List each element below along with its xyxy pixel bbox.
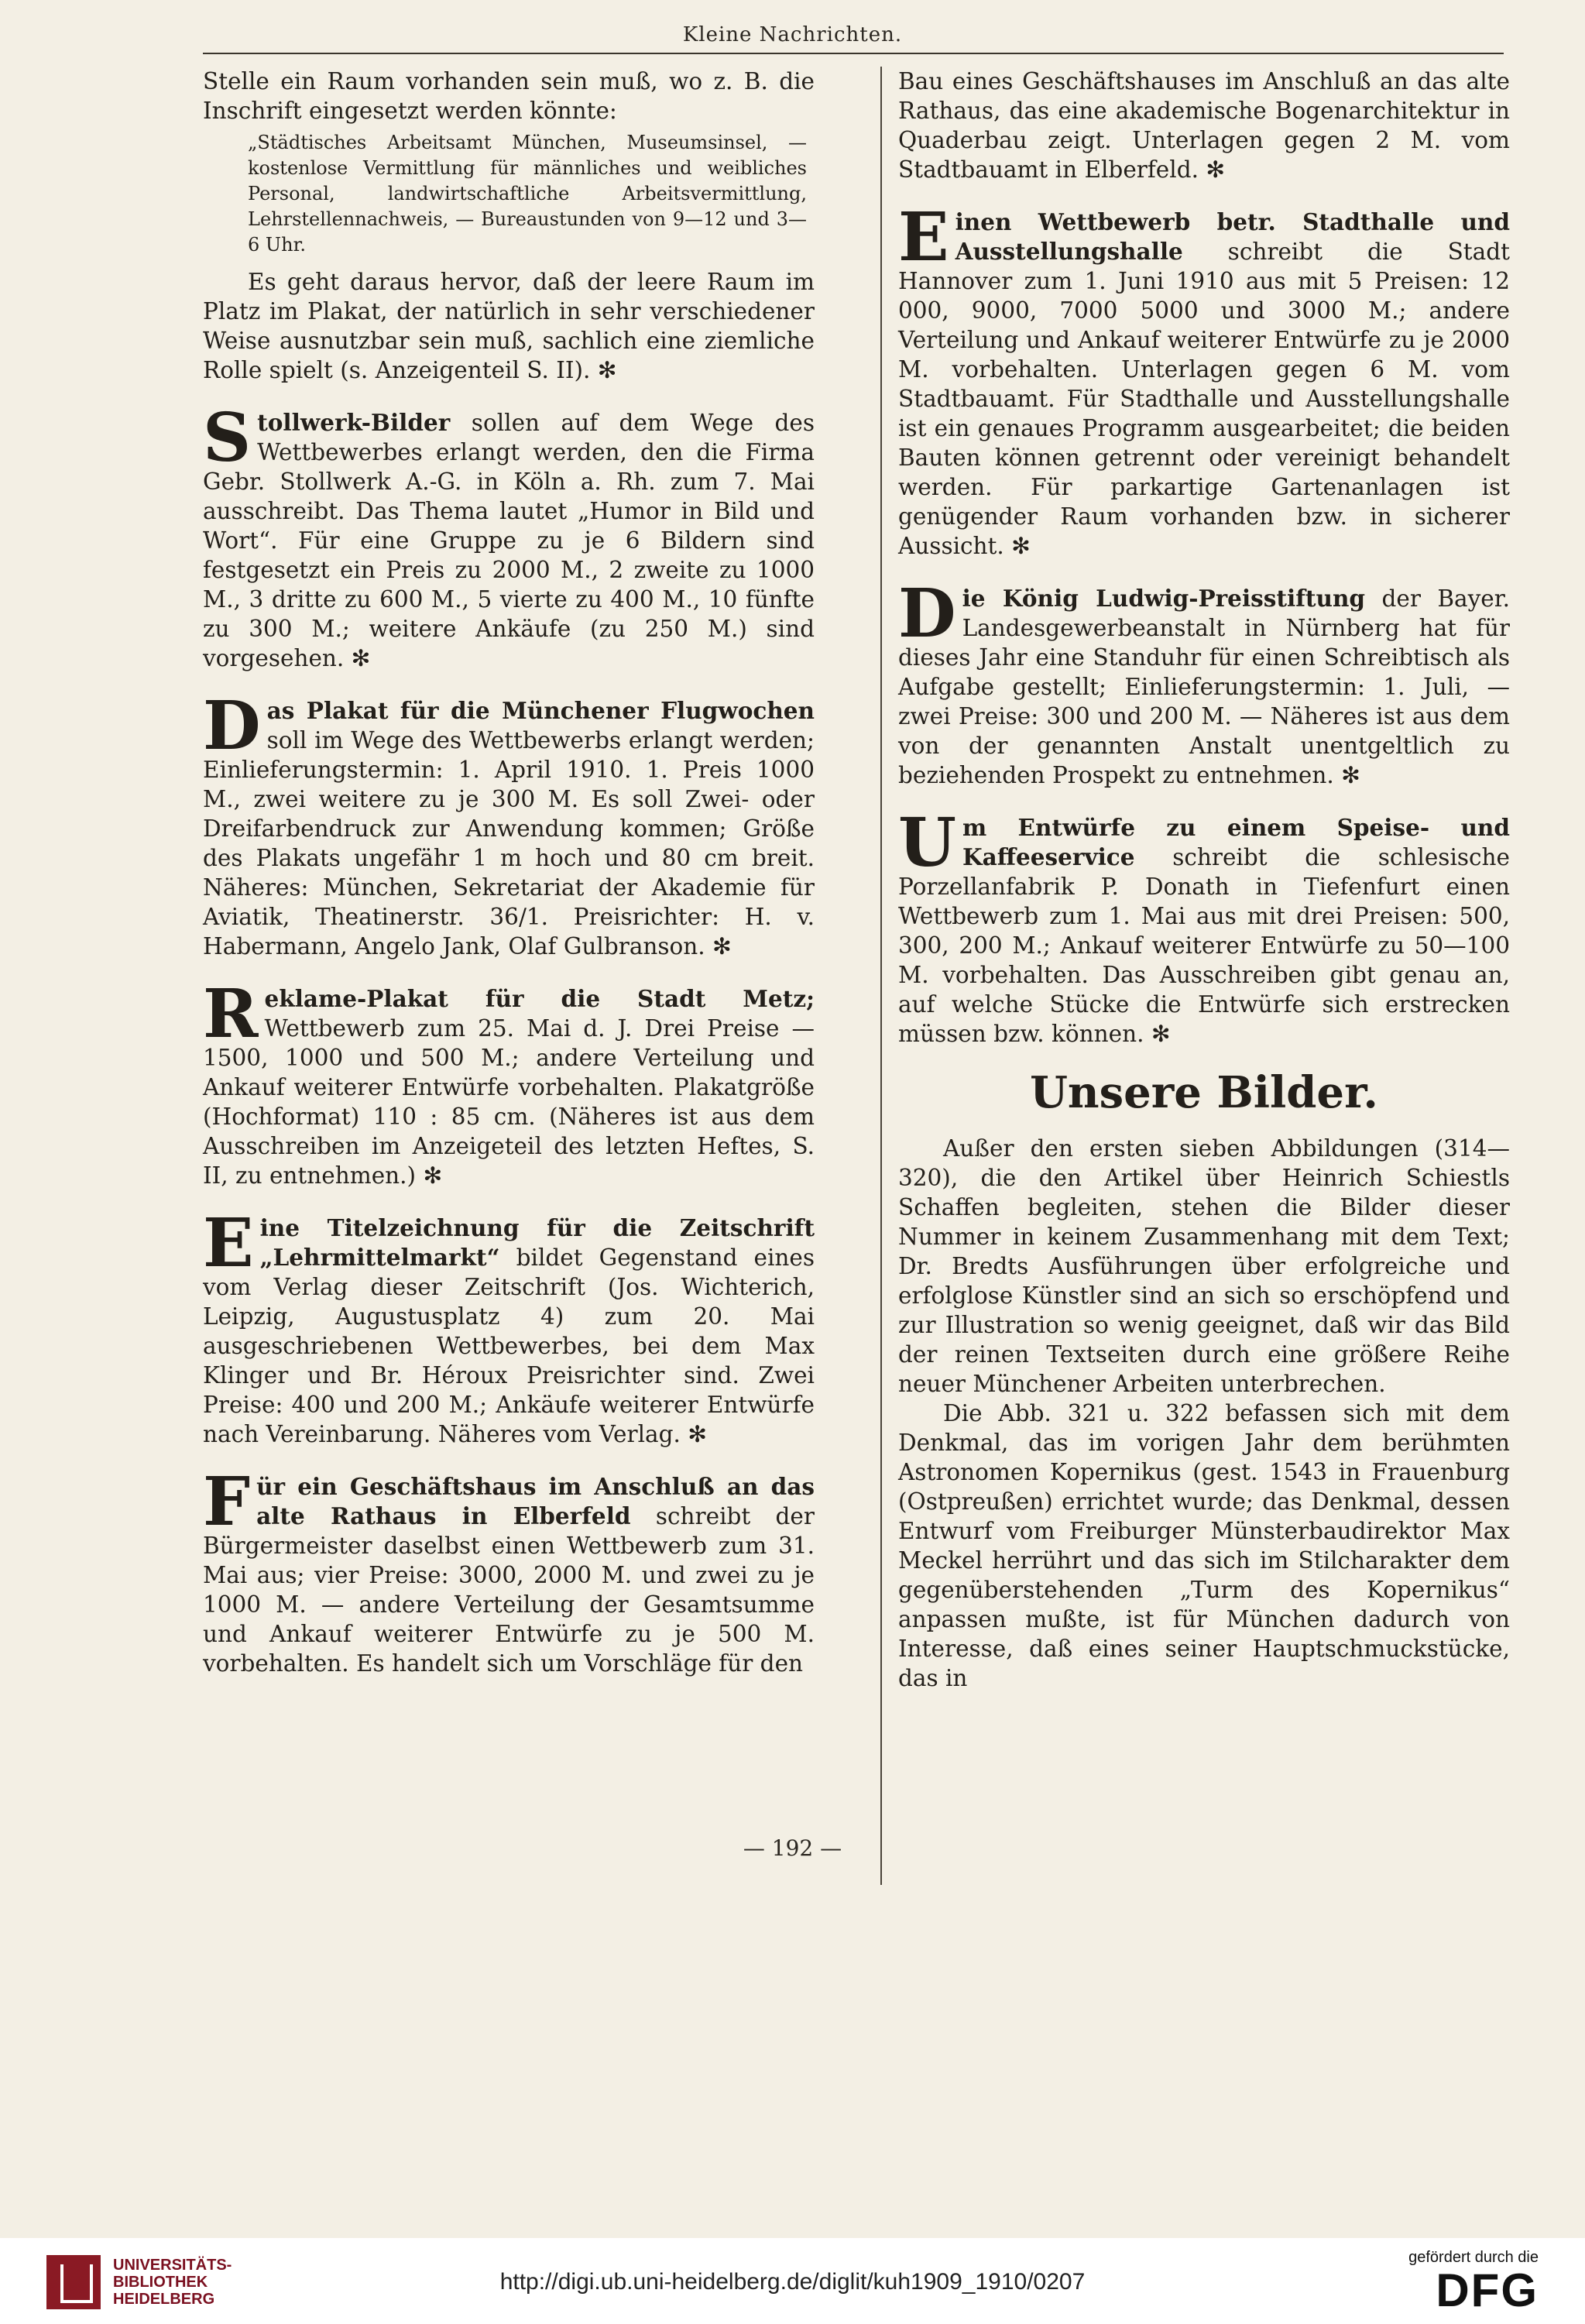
running-head: Kleine Nachrichten. <box>682 23 903 46</box>
notice-ludwig <box>898 575 1510 790</box>
page-number: — 192 — <box>743 1835 842 1861</box>
elberfeld-continuation: Bau eines Geschäftshauses im Anschluß an das alte Rathaus, das eine akademische Bogenarchitektur in Quaderbau zeigt. Unterlagen gegen 2 M. vom Stadtbauamt in Elberfeld. ✻ <box>898 68 1510 183</box>
quoted-inscription: „Städtisches Arbeitsamt München, Museumsinsel, — kostenlose Vermittlung für männliches und weibliches Personal, landwirtschaftliche Arbeitsvermittlung, Lehrstellennachweis, — Bureaustunden von 9—12 und 3—6 Uhr. <box>248 132 807 256</box>
right-column <box>898 67 1510 1693</box>
footer-url-link[interactable]: http://digi.ub.uni-heidelberg.de/diglit/kuh1909_1910/0207 <box>499 2269 1086 2295</box>
notice-elberfeld-body: schreibt der Bürgermeister daselbst einen Wettbewerb zum 31. Mai aus; vier Preise: 3000, 2000 M. und zwei zu je 1000 M. — andere Verteilung der Gesamtsumme und Ankauf weiterer Entwürfe zu je 500 M. vorbehalten. Es handelt sich um Vorschläge für den <box>203 1503 815 1677</box>
footer <box>0 2238 1585 2324</box>
intro-paragraph: Stelle ein Raum vorhanden sein muß, wo z. B. die Inschrift eingesetzt werden könnte: <box>203 68 815 124</box>
notice-lehrmittelmarkt <box>203 1204 815 1449</box>
notice-flugwochen-body: soll im Wege des Wettbewerbs erlangt werden; Einlieferungstermin: 1. April 1910. 1. Preis 1000 M., zwei weitere zu je 300 M. Es soll Zwei- oder Dreifarbendruck zur Anwendung kommen; Größe des Plakats ungefähr 1 m hoch und 80 cm breit. Näheres: München, Sekretariat der Akademie für Aviatik, Theatinerstr. 36/1. Preisrichter: H. v. Habermann, Angelo Jank, Olaf Gulbranson. ✻ <box>203 727 815 959</box>
notice-hannover-body: schreibt die Stadt Hannover zum 1. Juni 1910 aus mit 5 Preisen: 12 000, 9000, 7000 5000 und 3000 M.; andere Verteilung und Ankauf weiterer Entwürfe zu je 2000 M. vorbehalten. Unterlagen gegen 6 M. vom Stadtbauamt. Für Stadthalle und Ausstellungshalle ist ein genaues Programm ausgearbeitet; die beiden Bauten können getrennt oder vereinigt behandelt werden. Für parkartige Gartenanlagen ist genügender Raum vorhanden bzw. in sicherer Aussicht. ✻ <box>898 239 1510 559</box>
notice-hannover-lead: Einen Wettbewerb betr. Stadthalle und Ausstellungshalle <box>898 198 1510 276</box>
notice-ludwig-body: der Bayer. Landesgewerbeanstalt in Nürnberg hat für dieses Jahr eine Standuhr für einen Schreibtisch als Aufgabe gestellt; Einlieferungstermin: 1. Juli, — zwei Preise: 300 und 200 M. — Näheres ist aus dem von der genannten Anstalt unentgeltlich zu beziehenden Prospekt zu entnehmen. ✻ <box>898 585 1510 788</box>
notice-flugwochen-lead: Das Plakat für die Münchener Flugwochen <box>203 687 815 765</box>
paragraph-plakat-space: Es geht daraus hervor, daß der leere Raum im Platz im Plakat, der natürlich in sehr verschiedener Weise ausnutzbar sein muß, sachlich eine ziemliche Rolle spielt (s. Anzeigenteil S. II). ✻ <box>203 269 815 383</box>
header-rule <box>203 53 1504 54</box>
notice-porzellan-lead: Um Entwürfe zu einem Speise- und Kaffeeservice <box>898 804 1510 882</box>
notice-metz-body: Wettbewerb zum 25. Mai d. J. Drei Preise — 1500, 1000 und 500 M.; andere Verteilung und Ankauf weiterer Entwürfe vorbehalten. Plakatgröße (Hochformat) 110 : 85 cm. (Näheres ist aus dem Ausschreiben im Anzeigeteil des letzten Heftes, S. II, zu entnehmen.) ✻ <box>203 1015 815 1189</box>
left-column <box>203 67 815 1678</box>
notice-porzellan <box>898 804 1510 1049</box>
funding-logo[interactable] <box>1408 2249 1539 2315</box>
notice-stollwerk <box>203 399 815 673</box>
section-heading: Unsere Bilder. <box>1030 1067 1378 1118</box>
library-name: UNIVERSITÄTS- BIBLIOTHEK HEIDELBERG <box>113 2257 232 2308</box>
notice-hannover <box>898 198 1510 561</box>
notice-lehrmittelmarkt-lead: Eine Titelzeichnung für die Zeitschrift „Lehrmittelmarkt“ <box>203 1204 815 1282</box>
dfg-logo-text: DFG <box>1436 2264 1539 2316</box>
paragraph-bilder-1: Außer den ersten sieben Abbildungen (314—320), die den Artikel über Heinrich Schiestls Schaffen begleiten, stehen die Bilder dieser Nummer in keinem Zusammenhang mit dem Text; Dr. Bredts Ausführungen über erfolgreiche und erfolglose Künstler sind an sich so erschöpfend und zur Illustration so wenig geeignet, daß wir das Bild der reinen Textseiten durch eine größere Reihe neuer Münchener Arbeiten unterbrechen. <box>898 1135 1510 1397</box>
notice-ludwig-lead: Die König Ludwig-Preisstiftung <box>898 575 1366 653</box>
notice-elberfeld <box>203 1463 815 1678</box>
notice-stollwerk-lead: Stollwerk-Bilder <box>203 399 451 477</box>
notice-metz-lead: Reklame-Plakat für die Stadt Metz; <box>203 975 815 1053</box>
notice-metz <box>203 975 815 1190</box>
column-divider <box>880 67 882 1885</box>
notice-porzellan-body: schreibt die schlesische Porzellanfabrik P. Donath in Tiefenfurt einen Wettbewerb zum 1. Mai aus mit drei Preisen: 500, 300, 200 M.; Ankauf weiterer Entwürfe zu 50—100 M. vorbehalten. Das Ausschreiben gibt genau an, auf welche Stücke die Entwürfe sich erstrecken müssen bzw. können. ✻ <box>898 844 1510 1047</box>
notice-lehrmittelmarkt-body: bildet Gegenstand eines vom Verlag dieser Zeitschrift (Jos. Wichterich, Leipzig, Augustusplatz 4) zum 20. Mai ausgeschriebenen Wettbewerbes, bei dem Max Klinger und Br. Héroux Preisrichter sind. Zwei Preise: 400 und 200 M.; Ankäufe weiterer Entwürfe nach Vereinbarung. Näheres vom Verlag. ✻ <box>203 1244 815 1447</box>
notice-stollwerk-body: sollen auf dem Wege des Wettbewerbes erlangt werden, den die Firma Gebr. Stollwerk A.-G. in Köln a. Rh. zum 7. Mai ausschreibt. Das Thema lautet „Humor in Bild und Wort“. Für eine Gruppe zu je 6 Bildern sind festgesetzt ein Preis zu 2000 M., 2 zweite zu 1000 M., 3 dritte zu 600 M., 5 vierte zu 400 M., 10 fünfte zu 300 M.; weitere Ankäufe (zu 250 M.) sind vorgesehen. ✻ <box>203 410 815 671</box>
notice-elberfeld-lead: Für ein Geschäftshaus im Anschluß an das alte Rathaus in Elberfeld <box>203 1463 815 1541</box>
funding-caption: gefördert durch die <box>1408 2249 1539 2266</box>
notice-flugwochen <box>203 687 815 961</box>
paragraph-bilder-2: Die Abb. 321 u. 322 befassen sich mit dem Denkmal, das im vorigen Jahr dem berühmten Astronomen Kopernikus (gest. 1543 in Frauenburg (Ostpreußen) errichtet wurde; das Denkmal, dessen Entwurf vom Freiburger Münsterbaudirektor Max Meckel herrührt und das sich im Stilcharakter dem gegenüberstehenden „Turm des Kopernikus“ anpassen mußte, ist für München dadurch von Interesse, daß eines seiner Hauptschmuckstücke, das in <box>898 1400 1510 1691</box>
